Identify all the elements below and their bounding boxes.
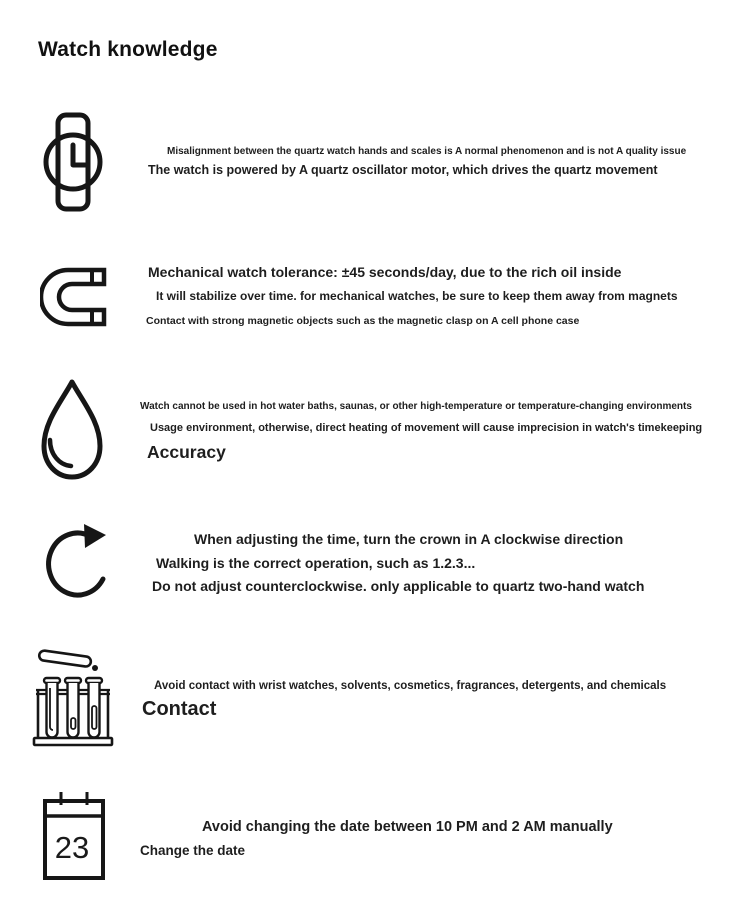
counterclockwise-warning-text: Do not adjust counterclockwise. only applicable to quartz two-hand watch <box>152 578 645 594</box>
change-date-heading: Change the date <box>140 843 246 858</box>
hot-water-warning-text: Watch cannot be used in hot water baths, saunas, or other high-temperature or temperature-changing environments <box>140 401 692 412</box>
walking-operation-text: Walking is the correct operation, such as 1.2.3... <box>156 555 476 571</box>
clockwise-arrow-icon <box>42 522 108 608</box>
magnet-warning-text: It will stabilize over time. for mechanical watches, be sure to keep them away from magnets <box>156 289 678 303</box>
magnetic-contact-text: Contact with strong magnetic objects such as the magnetic clasp on A cell phone case <box>146 315 580 327</box>
calendar-day-number: 23 <box>54 830 90 865</box>
calendar-icon <box>40 790 108 882</box>
page-title: Watch knowledge <box>38 38 218 61</box>
crown-clockwise-text: When adjusting the time, turn the crown in A clockwise direction <box>194 531 624 547</box>
contact-heading: Contact <box>142 698 217 720</box>
water-drop-icon <box>38 378 106 482</box>
quartz-misalignment-text: Misalignment between the quartz watch hands and scales is A normal phenomenon and is not A quality issue <box>167 146 687 157</box>
date-change-warning-text: Avoid changing the date between 10 PM and 2 AM manually <box>202 819 613 835</box>
wristwatch-icon <box>42 112 104 212</box>
usage-environment-text: Usage environment, otherwise, direct heating of movement will cause imprecision in watch's timekeeping <box>150 422 703 434</box>
magnet-icon <box>40 266 108 332</box>
quartz-movement-text: The watch is powered by A quartz oscillator motor, which drives the quartz movement <box>148 163 658 177</box>
mechanical-tolerance-text: Mechanical watch tolerance: ±45 seconds/day, due to the rich oil inside <box>148 264 622 280</box>
accuracy-heading: Accuracy <box>147 442 226 462</box>
test-tubes-icon <box>32 646 114 748</box>
chemicals-warning-text: Avoid contact with wrist watches, solvents, cosmetics, fragrances, detergents, and chemicals <box>154 680 667 692</box>
